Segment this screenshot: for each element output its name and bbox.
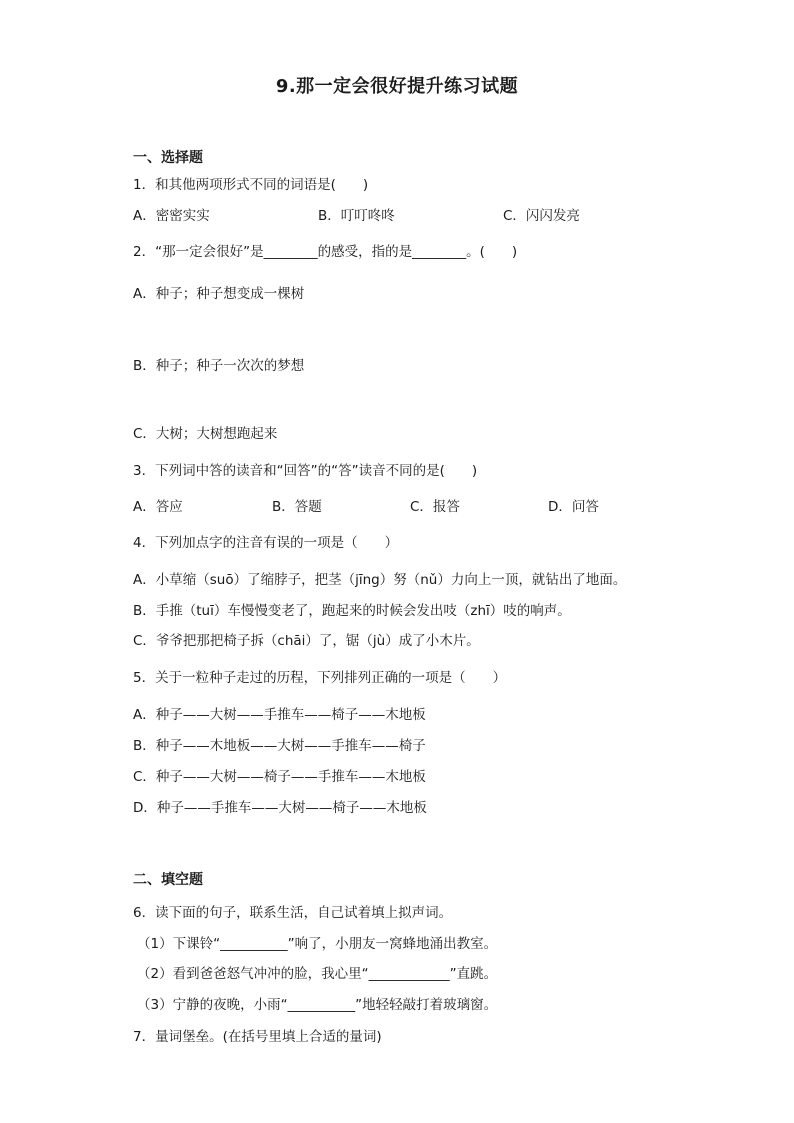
question-6-sentence-3: （3）宁静的夜晚，小雨“__________”地轻轻敲打着玻璃窗。: [137, 997, 498, 1013]
question-4-stem: 4．下列加点字的注音有误的一项是（ ）: [133, 535, 399, 551]
question-2-option-c: C．大树；大树想跑起来: [133, 426, 278, 442]
question-1-option-a: A．密密实实: [133, 208, 210, 224]
page-title: 9.那一定会很好提升练习试题: [275, 76, 519, 97]
section-heading-fill: 二、填空题: [133, 872, 203, 888]
question-5-stem: 5．关于一粒种子走过的历程，下列排列正确的一项是（ ）: [133, 670, 507, 686]
question-1-option-b: B．叮叮咚咚: [318, 208, 395, 224]
question-4-option-c: C．爷爷把那把椅子拆（chāi）了，锯（jù）成了小木片。: [133, 633, 480, 649]
question-5-option-a: A．种子——大树——手推车——椅子——木地板: [133, 707, 426, 723]
question-4-option-a: A．小草缩（suō）了缩脖子，把茎（jīng）努（nǔ）力向上一顶，就钻出了地面。: [133, 572, 627, 588]
question-3-option-d: D．问答: [548, 499, 599, 515]
question-6-stem: 6．读下面的句子，联系生活，自己试着填上拟声词。: [133, 905, 453, 921]
question-5-option-d: D．种子——手推车——大树——椅子——木地板: [133, 800, 427, 816]
question-5-option-c: C．种子——大树——椅子——手推车——木地板: [133, 769, 426, 785]
question-2-option-a: A．种子；种子想变成一棵树: [133, 286, 305, 302]
question-2-option-b: B．种子；种子一次次的梦想: [133, 358, 305, 374]
question-7-stem: 7．量词堡垒。(在括号里填上合适的量词): [133, 1029, 382, 1045]
question-6-sentence-2: （2）看到爸爸怒气冲冲的脸，我心里“____________”直跳。: [137, 966, 498, 982]
question-3-option-c: C．报答: [410, 499, 460, 515]
question-6-sentence-1: （1）下课铃“__________”响了，小朋友一窝蜂地涌出教室。: [137, 936, 498, 952]
section-heading-choice: 一、选择题: [133, 150, 203, 166]
question-1-stem: 1．和其他两项形式不同的词语是( ): [133, 177, 369, 193]
question-3-option-b: B．答题: [272, 499, 322, 515]
question-5-option-b: B．种子——木地板——大树——手推车——椅子: [133, 738, 426, 754]
question-2-stem: 2．“那一定会很好”是________的感受，指的是________。( ): [133, 244, 518, 260]
question-1-option-c: C．闪闪发亮: [503, 208, 580, 224]
question-3-option-a: A．答应: [133, 499, 183, 515]
question-3-stem: 3．下列词中答的读音和“回答”的“答”读音不同的是( ): [133, 463, 478, 479]
question-4-option-b: B．手推（tuī）车慢慢变老了，跑起来的时候会发出吱（zhī）吱的响声。: [133, 603, 571, 619]
